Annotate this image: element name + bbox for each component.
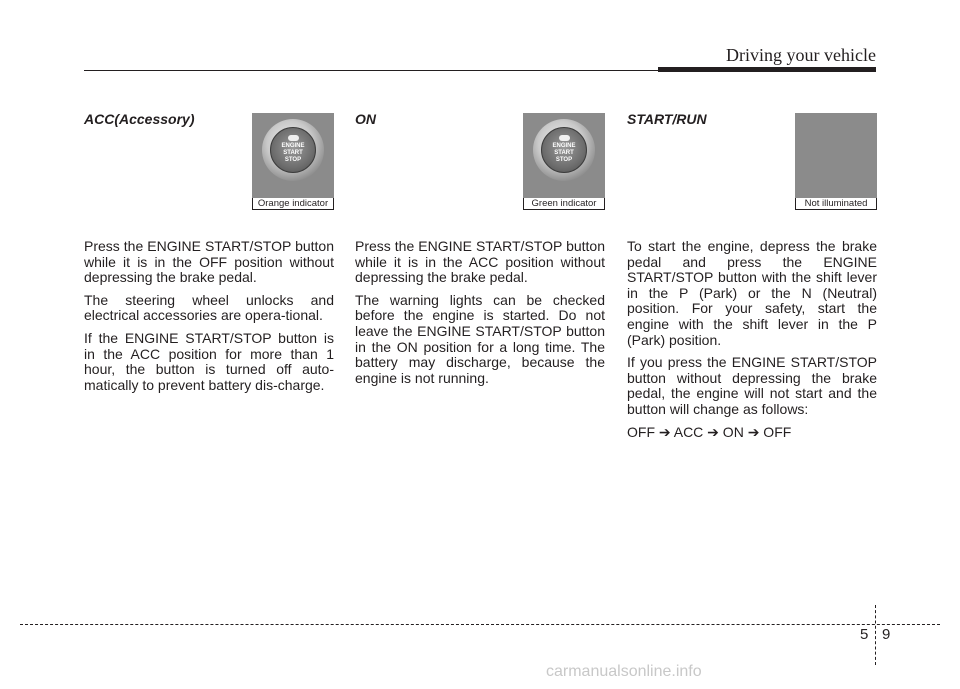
section-heading-on: ON [355, 111, 376, 127]
figure-caption-on: Green indicator [523, 197, 605, 210]
button-label-engine: ENGINE [281, 143, 305, 149]
button-label-engine: ENGINE [552, 143, 576, 149]
paragraph: The warning lights can be checked before the engine is started. Do not leave the ENGINE START/STOP button in the ON position for a long time. The battery may discharge, because the engine is not running. [355, 291, 605, 386]
paragraph: Press the ENGINE START/STOP button while it is in the ACC position without depressing the brake pedal. [355, 238, 605, 286]
engine-start-button-icon [262, 119, 324, 181]
mode-sequence: OFF ➔ ACC ➔ ON ➔ OFF [627, 423, 792, 440]
indicator-lamp-icon [559, 135, 570, 141]
figure-acc [252, 113, 334, 211]
header-rule [84, 70, 660, 71]
section-body-acc [84, 239, 334, 400]
section-heading-acc: ACC(Accessory) [84, 111, 195, 127]
button-label-start: START [283, 150, 303, 156]
chapter-number: 5 [860, 626, 869, 643]
watermark: carmanualsonline.info [546, 663, 702, 680]
figure-start-run [795, 113, 877, 211]
engine-start-button-icon [533, 119, 595, 181]
page-number-separator [875, 605, 876, 665]
paragraph: Press the ENGINE START/STOP button while it is in the OFF position without depressing the brake pedal. [84, 238, 334, 286]
button-label-stop: STOP [555, 157, 573, 163]
section-on [355, 110, 605, 386]
paragraph: If the ENGINE START/STOP button is in the ACC position for more than 1 hour, the button is turned off auto-matically to prevent battery dis-charge. [84, 329, 334, 393]
paragraph: To start the engine, depress the brake pedal and press the ENGINE START/STOP button with the shift lever in the P (Park) or the N (Neutral) position. For your safety, start the engine with the shift lever in the P (Park) position. [627, 238, 877, 348]
figure-on [523, 113, 605, 211]
button-label-stop: STOP [284, 157, 302, 163]
paragraph: If you press the ENGINE START/STOP button without depressing the brake pedal, the engine will not start and the button will change as follows: [627, 354, 877, 417]
section-start-run [627, 110, 877, 440]
page-number: 9 [882, 626, 891, 643]
not-illuminated-image [795, 113, 877, 198]
engine-button-image [252, 113, 334, 198]
section-heading-start-run: START/RUN [627, 111, 707, 127]
button-label-start: START [554, 150, 574, 156]
paragraph: The steering wheel unlocks and electrical accessories are opera-tional. [84, 291, 334, 324]
page-header-title: Driving your vehicle [726, 45, 876, 65]
footer-rule [20, 624, 940, 625]
section-acc [84, 110, 334, 393]
figure-caption-start-run: Not illuminated [795, 197, 877, 210]
figure-caption-acc: Orange indicator [252, 197, 334, 210]
indicator-lamp-icon [288, 135, 299, 141]
section-body-on [355, 239, 605, 393]
header-rule-accent [658, 67, 876, 72]
section-body-start-run [627, 239, 877, 447]
engine-button-image [523, 113, 605, 198]
